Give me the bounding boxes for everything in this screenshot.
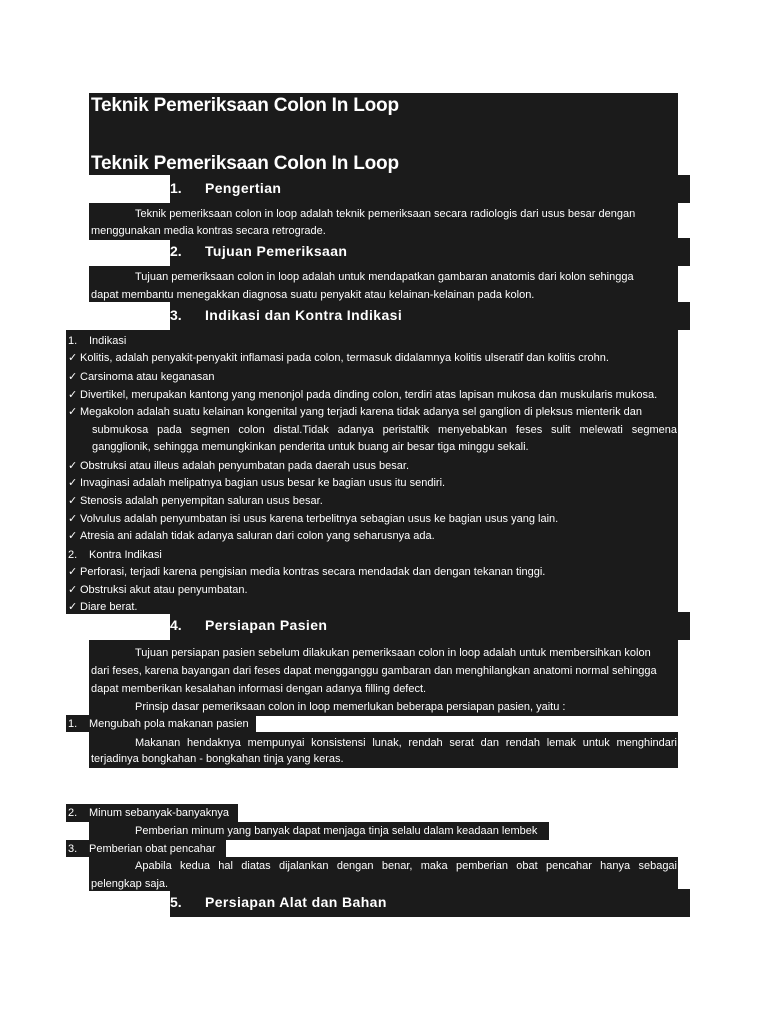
section-number: 2. — [170, 243, 182, 259]
section-title: Tujuan Pemeriksaan — [205, 243, 348, 259]
step-label: Mengubah pola makanan pasien — [89, 718, 249, 730]
section-number: 5. — [170, 894, 182, 910]
section-number: 3. — [170, 307, 182, 323]
section-title: Pengertian — [205, 180, 282, 196]
step-label: Pemberian obat pencahar — [89, 843, 216, 855]
page-subtitle: Teknik Pemeriksaan Colon In Loop — [91, 153, 399, 174]
page-title: Teknik Pemeriksaan Colon In Loop — [91, 95, 399, 116]
section-heading — [170, 238, 690, 266]
list-number: 2. — [68, 549, 78, 561]
list-item-continued: submukosa pada segmen colon distal.Tidak adanya peristaltik menyebabkan feses sulit melewati segmena — [92, 424, 677, 436]
check-icon: ✓ — [68, 389, 78, 401]
paragraph-line: Teknik pemeriksaan colon in loop adalah teknik pemeriksaan secara radiologis dari usus besar dengan — [135, 208, 636, 220]
paragraph-line: dapat memberikan kesalahan informasi dengan adanya filling defect. — [91, 683, 427, 695]
section-heading — [170, 175, 690, 203]
list-item: ✓ Perforasi, terjadi karena pengisian media kontras secara mendadak dan dengan tekanan tinggi. — [68, 566, 546, 578]
list-item: ✓ Stenosis adalah penyempitan saluran usus besar. — [68, 495, 323, 507]
list-item: ✓ Atresia ani adalah tidak adanya saluran dari colon yang seharusnya ada. — [68, 530, 435, 542]
section-heading — [170, 302, 690, 330]
list-label-text: Kontra Indikasi — [89, 549, 162, 561]
section-title: Persiapan Alat dan Bahan — [205, 894, 387, 910]
list-label-text: Indikasi — [89, 335, 127, 347]
step-number: 3. — [68, 843, 78, 855]
list-item: ✓ Divertikel, merupakan kantong yang menonjol pada dinding colon, terdiri atas lapisan mukosa dan muskularis mukosa. — [68, 389, 658, 401]
paragraph-line: terjadinya bongkahan - bongkahan tinja yang keras. — [91, 753, 344, 765]
paragraph-line: pelengkap saja. — [91, 878, 169, 890]
check-icon: ✓ — [68, 566, 78, 578]
list-label — [68, 334, 127, 348]
step-label: Minum sebanyak-banyaknya — [89, 807, 230, 819]
paragraph-line: Prinsip dasar pemeriksaan colon in loop memerlukan beberapa persiapan pasien, yaitu : — [135, 701, 566, 713]
section-number: 4. — [170, 617, 182, 633]
list-item: ✓ Diare berat. — [68, 601, 138, 613]
list-item: ✓ Obstruksi akut atau penyumbatan. — [68, 584, 248, 596]
step-item — [68, 842, 216, 856]
paragraph-line: Apabila kedua hal diatas dijalankan dengan benar, maka pemberian obat pencahar hanya sebagai — [135, 860, 677, 872]
list-item: ✓ Obstruksi atau illeus adalah penyumbatan pada daerah usus besar. — [68, 460, 409, 472]
check-icon: ✓ — [68, 477, 78, 489]
paragraph-line: dari feses, karena bayangan dari feses dapat mengganggu gambaran dan menghilangkan anatomi normal sehingga — [91, 665, 657, 677]
section-title: Indikasi dan Kontra Indikasi — [205, 307, 403, 323]
check-icon: ✓ — [68, 584, 78, 596]
check-icon: ✓ — [68, 530, 78, 542]
check-icon: ✓ — [68, 460, 78, 472]
section-heading — [170, 889, 690, 917]
list-item: ✓ Kolitis, adalah penyakit-penyakit inflamasi pada colon, termasuk didalamnya kolitis ulseratif dan kolitis crohn. — [68, 352, 609, 364]
step-number: 1. — [68, 718, 78, 730]
paragraph-line: dapat membantu menegakkan diagnosa suatu penyakit atau kelainan-kelainan pada kolon. — [91, 289, 535, 301]
check-icon: ✓ — [68, 371, 78, 383]
list-item: ✓ Carsinoma atau keganasan — [68, 371, 215, 383]
step-item — [68, 806, 230, 820]
section-title: Persiapan Pasien — [205, 617, 328, 633]
list-label — [68, 548, 162, 562]
paragraph-line: Pemberian minum yang banyak dapat menjaga tinja selalu dalam keadaan lembek — [135, 825, 538, 837]
list-item: ✓ Megakolon adalah suatu kelainan kongenital yang terjadi karena tidak adanya sel ganglion di pleksus mienterik dan — [68, 406, 642, 418]
paragraph-line: Tujuan persiapan pasien sebelum dilakukan pemeriksaan colon in loop adalah untuk membersihkan kolon — [135, 647, 651, 659]
paragraph-line: Tujuan pemeriksaan colon in loop adalah untuk mendapatkan gambaran anatomis dari kolon sehingga — [135, 271, 634, 283]
step-number: 2. — [68, 807, 78, 819]
check-icon: ✓ — [68, 495, 78, 507]
check-icon: ✓ — [68, 513, 78, 525]
step-item — [68, 717, 249, 731]
check-icon: ✓ — [68, 601, 78, 613]
section-heading — [170, 612, 690, 640]
list-item: ✓ Invaginasi adalah melipatnya bagian usus besar ke bagian usus itu sendiri. — [68, 477, 446, 489]
section-number: 1. — [170, 180, 182, 196]
paragraph-line: menggunakan media kontras secara retrograde. — [91, 225, 326, 237]
list-item-continued: gangglionik, sehingga memungkinkan penderita untuk buang air besar tiga minggu sekali. — [92, 441, 529, 453]
list-item: ✓ Volvulus adalah penyumbatan isi usus karena terbelitnya sebagian usus ke bagian usus yang lain. — [68, 513, 559, 525]
check-icon: ✓ — [68, 406, 78, 418]
paragraph-line: Makanan hendaknya mempunyai konsistensi lunak, rendah serat dan rendah lemak untuk menghindari — [135, 737, 677, 749]
list-number: 1. — [68, 335, 78, 347]
check-icon: ✓ — [68, 352, 78, 364]
